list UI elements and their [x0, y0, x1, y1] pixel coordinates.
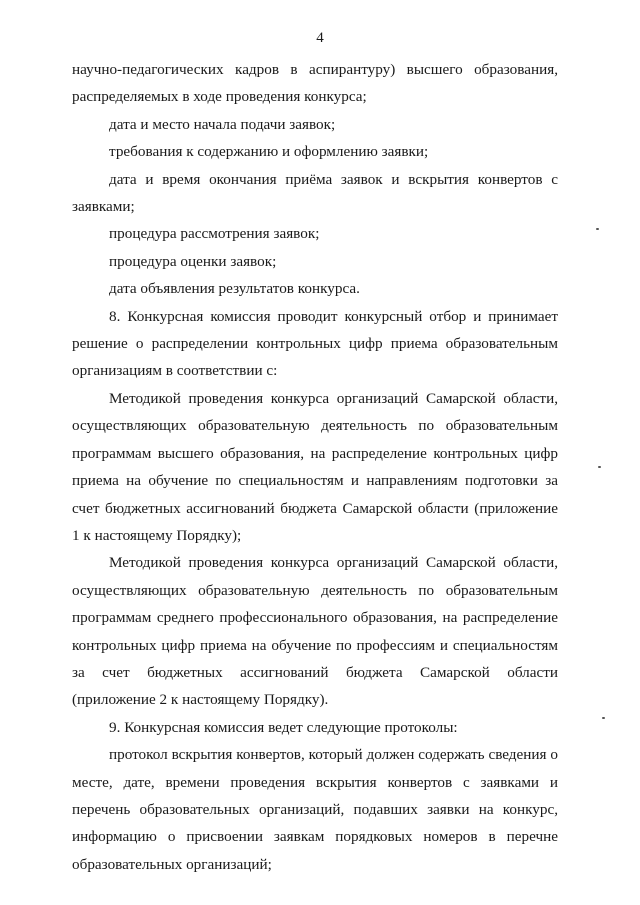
- paragraph-evaluation-procedure: процедура оценки заявок;: [109, 252, 277, 270]
- scan-speck: [602, 717, 605, 719]
- paragraph-application-start: дата и место начала подачи заявок;: [109, 115, 336, 133]
- paragraph-item-8: 8. Конкурсная комиссия проводит конкурсный отбор и принимает решение о распределении контрольных цифр приема образовательным организациям в соответствии с:: [72, 307, 558, 380]
- paragraph-methodology-higher-education: Методикой проведения конкурса организаций Самарской области, осуществляющих образовательную деятельность по образовательным программам высшего образования, на распределение контрольных цифр приема на обучение по специальностям и направлениям подготовки за счет бюджетных ассигнований бюджета Самарской области (приложение 1 к настоящему Порядку);: [72, 389, 558, 544]
- paragraph-continuation: научно-педагогических кадров в аспирантуру) высшего образования, распределяемых в ходе проведения конкурса;: [72, 61, 558, 106]
- paragraph-opening-protocol: протокол вскрытия конвертов, который должен содержать сведения о месте, дате, времени проведения вскрытия конвертов с заявками и перечень образовательных организаций, подавших заявки на конкурс, информацию о присвоении заявкам порядковых номеров в перечне образовательных организаций;: [72, 746, 558, 873]
- paragraph-results-date: дата объявления результатов конкурса.: [109, 280, 360, 298]
- scan-speck: [596, 228, 599, 230]
- paragraph-methodology-secondary-vocational: Методикой проведения конкурса организаций Самарской области, осуществляющих образовательную деятельность по образовательным программам среднего профессионального образования, на распределение контрольных цифр приема на обучение по профессиям и специальностям за счет бюджетных ассигнований бюджета Самарской области (приложение 2 к настоящему Порядку).: [72, 554, 558, 709]
- paragraph-review-procedure: процедура рассмотрения заявок;: [109, 225, 320, 243]
- page-number: 4: [316, 30, 324, 46]
- scan-speck: [598, 466, 601, 468]
- paragraph-item-9: 9. Конкурсная комиссия ведет следующие протоколы:: [109, 718, 458, 736]
- document-body: [72, 56, 558, 878]
- paragraph-application-requirements: требования к содержанию и оформлению заявки;: [109, 143, 429, 161]
- paragraph-application-deadline: дата и время окончания приёма заявок и вскрытия конвертов с заявками;: [72, 170, 558, 216]
